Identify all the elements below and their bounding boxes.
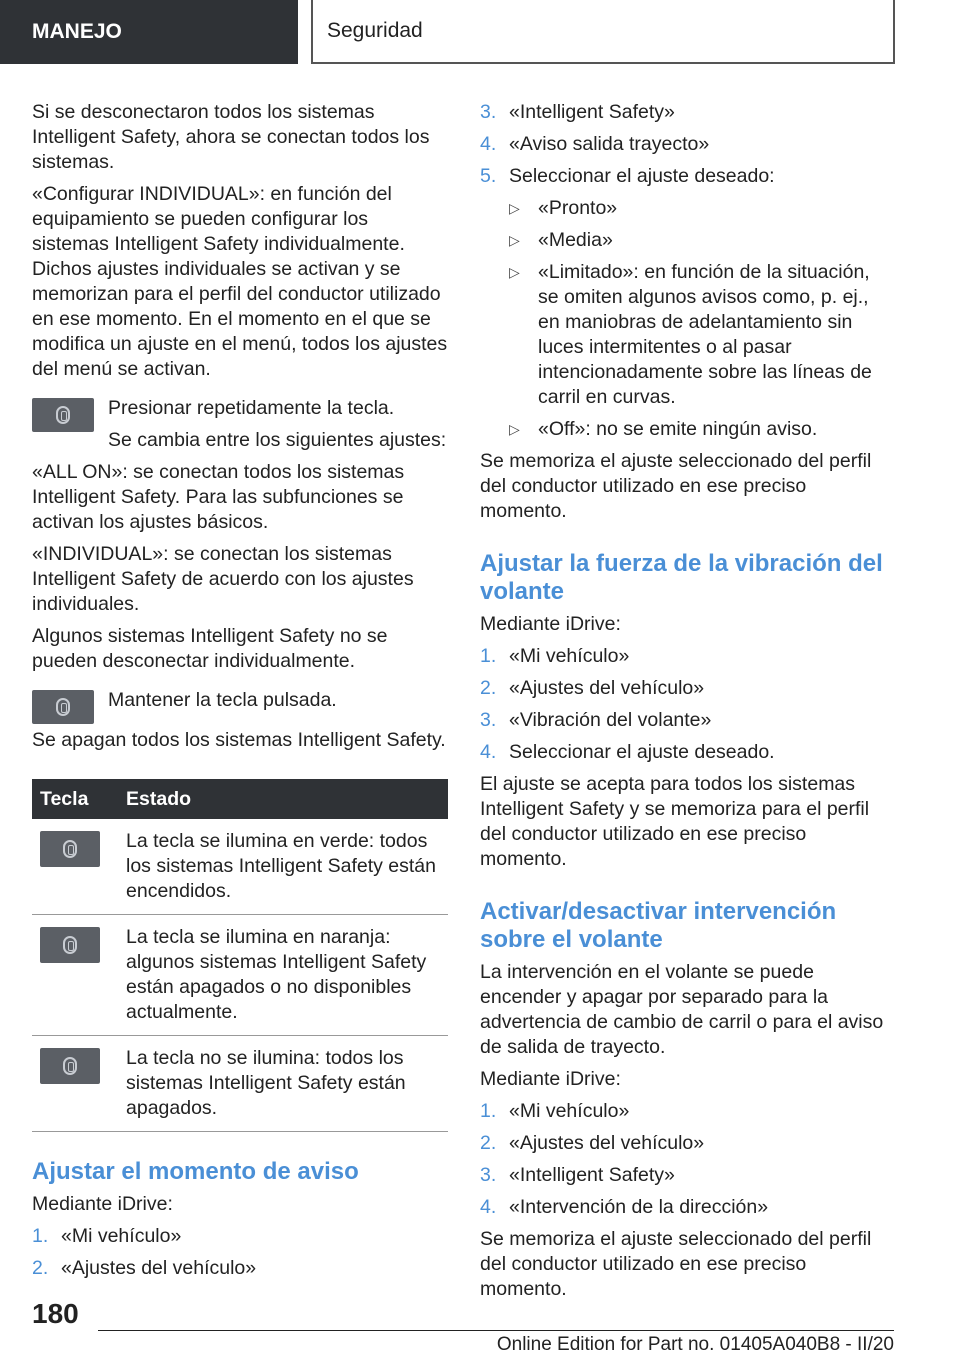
right-column xyxy=(480,100,894,1309)
paragraph: Si se desconectaron todos los sistemas Intelligent Safety, ahora se conectan todos los sistemas. xyxy=(32,101,430,173)
triangle-bullet-icon: ▷ xyxy=(509,421,520,437)
table-row xyxy=(32,1036,448,1132)
paragraph: Se memoriza el ajuste seleccionado del perfil del conductor utilizado en ese preciso momento. xyxy=(480,450,872,522)
paragraph: Algunos sistemas Intelligent Safety no se pueden desconectar individualmente. xyxy=(32,625,388,672)
paragraph: Mediante iDrive: xyxy=(480,1068,621,1090)
list-item: 1. «Mi vehículo» xyxy=(32,1225,182,1247)
list-item: 2. «Ajustes del vehículo» xyxy=(480,1132,705,1154)
list-item: ▷ «Media» xyxy=(509,229,613,251)
page-number: 180 xyxy=(32,1298,79,1329)
table-cell: La tecla se ilumina en naranja: algunos sistemas Intelligent Safety están apagados o no disponibles actualmente. xyxy=(118,915,448,1036)
key-instruction xyxy=(32,688,448,724)
list-item: 5. Seleccionar el ajuste deseado: xyxy=(480,165,775,187)
triangle-bullet-icon: ▷ xyxy=(509,264,520,280)
table-row xyxy=(32,915,448,1036)
section-heading: Ajustar la fuerza de la vibración del volante xyxy=(480,550,883,605)
step-list xyxy=(32,1224,448,1281)
left-column xyxy=(32,100,448,1288)
key-orange-icon xyxy=(40,927,100,963)
list-item: 3. «Intelligent Safety» xyxy=(480,101,675,123)
paragraph: La intervención en el volante se puede encender y apagar por separado para la advertencia de cambio de carril o para el aviso de salida de trayecto. xyxy=(480,961,884,1058)
list-item: ▷ «Off»: no se emite ningún aviso. xyxy=(509,418,818,440)
paragraph: «ALL ON»: se conectan todos los sistemas Intelligent Safety. Para las subfunciones se activan los ajustes básicos. xyxy=(32,461,405,533)
table-cell: La tecla se ilumina en verde: todos los sistemas Intelligent Safety están encendidos. xyxy=(118,819,448,915)
key-green-icon xyxy=(40,831,100,867)
intelligent-safety-key-icon xyxy=(32,398,94,432)
step-list xyxy=(480,644,894,765)
paragraph: Mediante iDrive: xyxy=(32,1193,173,1215)
instruction-text: Se cambia entre los siguientes ajustes: xyxy=(108,429,447,451)
list-item: 1. «Mi vehículo» xyxy=(480,1100,630,1122)
paragraph: El ajuste se acepta para todos los sistemas Intelligent Safety y se memoriza para el perfil del conductor utilizado en ese preciso momento. xyxy=(480,773,870,870)
section-heading: Activar/desactivar intervención sobre el volante xyxy=(480,898,837,953)
paragraph: Mediante iDrive: xyxy=(480,613,621,635)
table-header-status: Estado xyxy=(118,779,448,819)
footer-divider xyxy=(98,1330,894,1331)
header-section xyxy=(0,0,298,64)
step-list xyxy=(480,100,894,189)
list-item: 4. «Aviso salida trayecto» xyxy=(480,133,710,155)
triangle-bullet-icon: ▷ xyxy=(509,232,520,248)
instruction-text: Presionar repetidamente la tecla. xyxy=(108,397,395,419)
table-row xyxy=(32,819,448,915)
intelligent-safety-key-icon xyxy=(32,690,94,724)
section-heading: Ajustar el momento de aviso xyxy=(32,1158,359,1185)
table-header-key: Tecla xyxy=(32,779,118,819)
paragraph: «Configurar INDIVIDUAL»: en función del equipamiento se pueden configurar los sistemas Intelligent Safety individualmente. Dichos ajustes individuales se activan y se memorizan para el perfil del conductor utilizado en ese momento. En el momento en el que se modifica un ajuste en el menú, todos los ajustes del menú se activan. xyxy=(32,183,448,380)
step-list xyxy=(480,1099,894,1220)
key-off-icon xyxy=(40,1048,100,1084)
list-item: 4. «Intervención de la dirección» xyxy=(480,1196,769,1218)
list-item: ▷ «Limitado»: en función de la situación, se omiten algunos avisos como, p. ej., en maniobras de adelantamiento sin luces intermitentes o al pasar intencionadamente sobre las líneas de carril en curvas. xyxy=(509,261,872,408)
list-item: 2. «Ajustes del vehículo» xyxy=(32,1257,257,1279)
list-item: ▷ «Pronto» xyxy=(509,197,618,219)
table-cell: La tecla no se ilumina: todos los sistemas Intelligent Safety están apagados. xyxy=(118,1036,448,1132)
edition-note: Online Edition for Part no. 01405A040B8 - II/20 xyxy=(496,1334,894,1355)
list-item: 1. «Mi vehículo» xyxy=(480,645,630,667)
triangle-bullet-icon: ▷ xyxy=(509,200,520,216)
key-instruction xyxy=(32,396,448,460)
paragraph: Se apagan todos los sistemas Intelligent Safety. xyxy=(32,729,446,751)
header-section-label: MANEJO xyxy=(32,20,122,43)
list-item: 3. «Vibración del volante» xyxy=(480,709,712,731)
header-topic-label: Seguridad xyxy=(327,19,423,42)
option-list xyxy=(509,196,894,442)
list-item: 4. Seleccionar el ajuste deseado. xyxy=(480,741,775,763)
list-item: 2. «Ajustes del vehículo» xyxy=(480,677,705,699)
instruction-text: Mantener la tecla pulsada. xyxy=(108,689,337,711)
key-status-table xyxy=(32,779,448,1132)
paragraph: Se memoriza el ajuste seleccionado del perfil del conductor utilizado en ese preciso momento. xyxy=(480,1228,872,1300)
list-item: 3. «Intelligent Safety» xyxy=(480,1164,675,1186)
paragraph: «INDIVIDUAL»: se conectan los sistemas Intelligent Safety de acuerdo con los ajustes individuales. xyxy=(32,543,414,615)
header-topic xyxy=(311,0,895,64)
